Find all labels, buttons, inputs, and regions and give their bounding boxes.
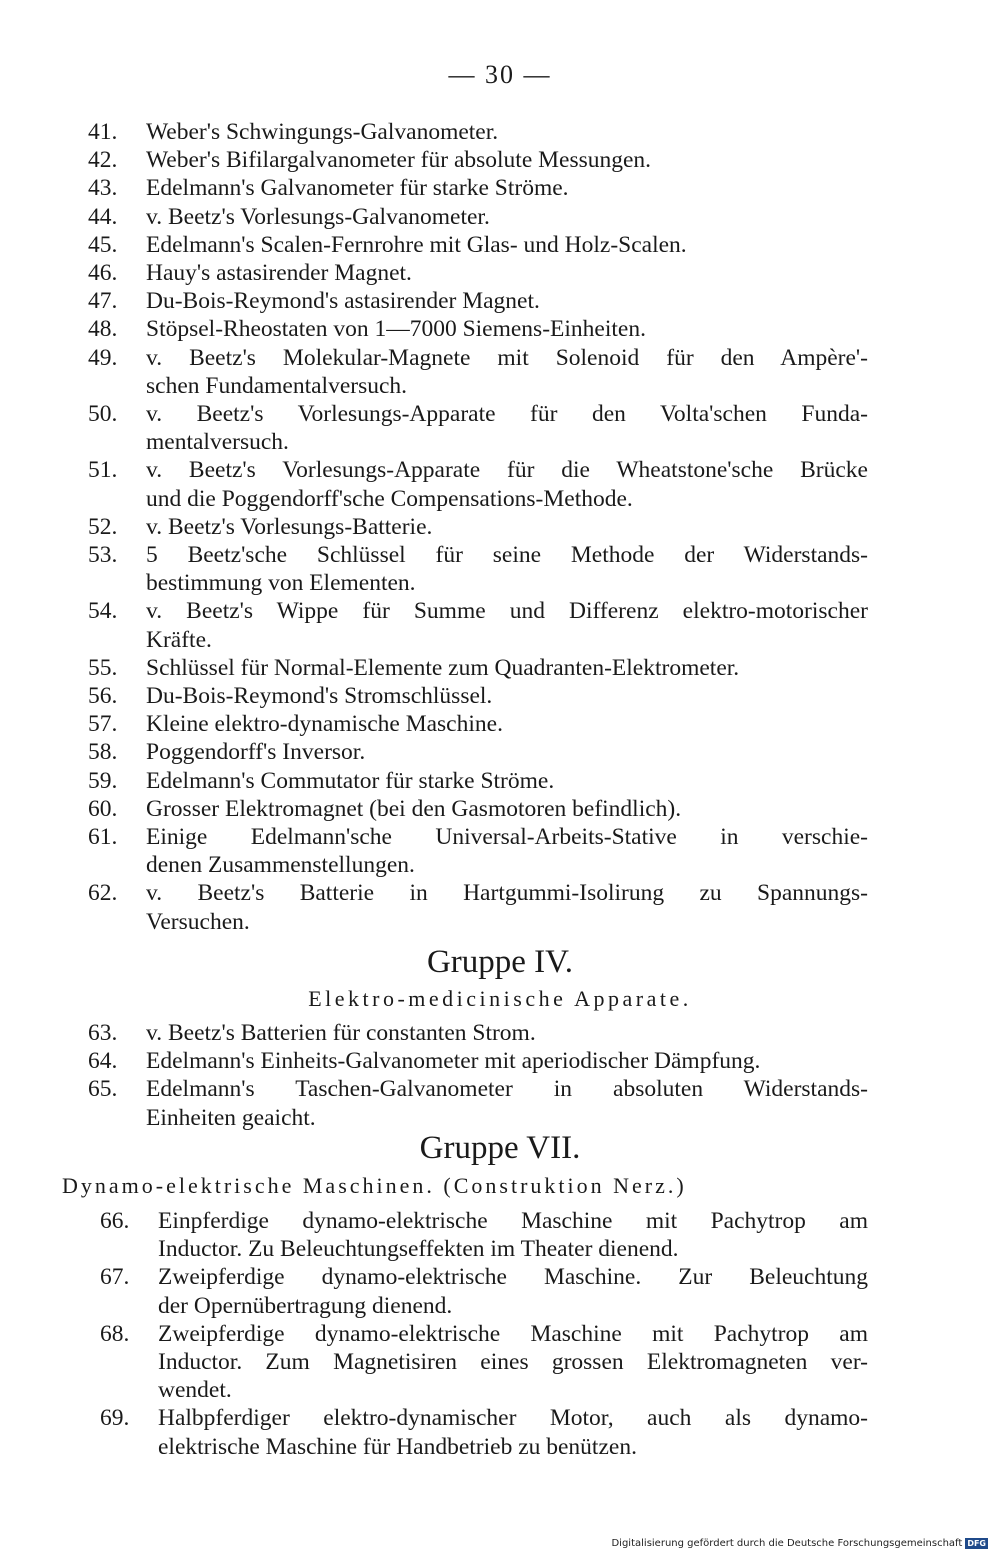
item-text: [146, 541, 868, 597]
item-text: [146, 344, 868, 400]
item-text-line: Einige Edelmann'sche Universal-Arbeits-Stative in verschie-: [146, 824, 868, 851]
list-item: [88, 879, 868, 935]
item-text-line: Weber's Bifilargalvanometer für absolute Messungen.: [146, 147, 652, 174]
item-number: 60.: [88, 795, 118, 822]
item-text-line: Hauy's astasirender Magnet.: [146, 260, 412, 287]
item-text: [146, 315, 868, 343]
item-text-line: denen Zusammenstellungen.: [146, 852, 415, 879]
item-text-line: Edelmann's Galvanometer für starke Ströme.: [146, 175, 569, 202]
item-text: [146, 118, 868, 146]
items-block-3: [100, 1207, 868, 1461]
item-text-line: Einpferdige dynamo-elektrische Maschine mit Pachytrop am: [158, 1208, 868, 1234]
item-text-line: v. Beetz's Molekular-Magnete mit Solenoid für den Ampère'-: [146, 344, 868, 371]
item-text: [146, 710, 868, 738]
item-number: 59.: [88, 767, 118, 794]
list-item: [88, 259, 868, 287]
item-text-line: Zweipferdige dynamo-elektrische Maschine. Zur Beleuchtung: [158, 1264, 868, 1291]
item-number: 51.: [88, 457, 118, 484]
item-text-line: Kleine elektro-dynamische Maschine.: [146, 711, 503, 738]
footer-text: Digitalisierung gefördert durch die Deutsche Forschungsgemeinschaft: [611, 1538, 963, 1549]
item-text: [146, 1019, 868, 1047]
item-text-line: Grosser Elektromagnet (bei den Gasmotoren befindlich).: [146, 795, 682, 822]
item-text-line: v. Beetz's Vorlesungs-Apparate für den Volta'schen Funda-: [146, 401, 868, 428]
item-number: 65.: [88, 1076, 118, 1103]
item-number: 49.: [88, 344, 118, 371]
item-text-line: v. Beetz's Batterie in Hartgummi-Isolirung zu Spannungs-: [146, 880, 868, 907]
list-item: [88, 344, 868, 400]
item-text-line: und die Poggendorff'sche Compensations-Methode.: [146, 485, 633, 512]
item-text-line: wendet.: [158, 1377, 232, 1404]
list-item: [88, 1047, 868, 1075]
group-title-iv: Gruppe IV.: [426, 944, 574, 980]
item-number: 52.: [88, 513, 118, 540]
item-text-line: Edelmann's Commutator für starke Ströme.: [146, 767, 555, 794]
item-text: [146, 879, 868, 935]
item-number: 58.: [88, 739, 118, 766]
item-text-line: schen Fundamentalversuch.: [146, 372, 408, 399]
item-number: 57.: [88, 711, 118, 738]
item-text-line: Edelmann's Scalen-Fernrohre mit Glas- und Holz-Scalen.: [146, 231, 687, 258]
item-number: 48.: [88, 316, 118, 343]
item-text-line: Edelmann's Einheits-Galvanometer mit aperiodischer Dämpfung.: [146, 1048, 761, 1075]
item-text-line: 5 Beetz'sche Schlüssel für seine Methode der Widerstands-: [146, 542, 868, 569]
item-text-line: v. Beetz's Vorlesungs-Apparate für die Wheatstone'sche Brücke: [146, 457, 868, 484]
list-item: [88, 118, 868, 146]
list-item: [88, 174, 868, 202]
item-text: [146, 1075, 868, 1131]
item-text-line: Halbpferdiger elektro-dynamischer Motor, auch als dynamo-: [158, 1405, 868, 1432]
dfg-logo: DFG: [967, 1539, 986, 1548]
item-number: 46.: [88, 260, 118, 287]
item-text: [146, 203, 868, 231]
item-text-line: Weber's Schwingungs-Galvanometer.: [146, 119, 499, 145]
item-text: [158, 1404, 868, 1460]
list-item: [88, 203, 868, 231]
list-item: [88, 541, 868, 597]
item-number: 44.: [88, 203, 118, 230]
group-subtitle-vii: Dynamo-elektrische Maschinen. (Construktion Nerz.): [62, 1173, 687, 1198]
list-item: [88, 400, 868, 456]
item-text: [146, 174, 868, 202]
list-item: [100, 1207, 868, 1263]
list-item: [88, 1075, 868, 1131]
list-item: [88, 710, 868, 738]
item-number: 55.: [88, 654, 118, 681]
item-number: 41.: [88, 119, 118, 145]
item-text: [146, 738, 868, 766]
group-subtitle-iv: Elektro-medicinische Apparate.: [308, 986, 692, 1011]
item-text-line: Einheiten geaicht.: [146, 1104, 316, 1131]
item-text: [146, 823, 868, 879]
item-text: [146, 795, 868, 823]
item-text-line: Poggendorff's Inversor.: [146, 739, 366, 766]
list-item: [88, 767, 868, 795]
group-title-vii: Gruppe VII.: [419, 1130, 581, 1166]
item-text: [146, 513, 868, 541]
list-item: [88, 597, 868, 653]
item-text-line: Zweipferdige dynamo-elektrische Maschine mit Pachytrop am: [158, 1320, 868, 1347]
item-text-line: v. Beetz's Wippe für Summe und Differenz elektro-motorischer: [146, 598, 868, 625]
list-item: [100, 1320, 868, 1405]
item-number: 54.: [88, 598, 118, 625]
list-item: [88, 1019, 868, 1047]
item-text-line: Kräfte.: [146, 626, 212, 653]
item-text-line: bestimmung von Elementen.: [146, 570, 416, 597]
list-item: [88, 682, 868, 710]
item-text-line: Schlüssel für Normal-Elemente zum Quadranten-Elektrometer.: [146, 654, 740, 681]
item-text-line: mentalversuch.: [146, 429, 289, 456]
items-block-1: [88, 118, 868, 936]
item-text: [146, 767, 868, 795]
item-text: [146, 1047, 868, 1075]
list-item: [88, 146, 868, 174]
item-text: [158, 1320, 868, 1405]
item-number: 45.: [88, 231, 118, 258]
item-text: [146, 456, 868, 512]
item-number: 50.: [88, 401, 118, 428]
item-number: 43.: [88, 175, 118, 202]
item-number: 61.: [88, 824, 118, 851]
list-item: [88, 738, 868, 766]
item-text-line: Edelmann's Taschen-Galvanometer in absoluten Widerstands-: [146, 1076, 868, 1103]
item-text-line: v. Beetz's Batterien für constanten Strom.: [146, 1020, 536, 1046]
list-item: [100, 1404, 868, 1460]
footer-credit: [611, 1538, 988, 1549]
list-item: [88, 513, 868, 541]
item-text: [146, 231, 868, 259]
item-text-line: Inductor. Zu Beleuchtungseffekten im Theater dienend.: [158, 1236, 679, 1263]
item-text: [146, 259, 868, 287]
list-item: [88, 795, 868, 823]
list-item: [88, 654, 868, 682]
page-number: — 30 —: [448, 60, 552, 89]
item-number: 69.: [100, 1405, 130, 1432]
item-text: [146, 146, 868, 174]
item-text-line: Stöpsel-Rheostaten von 1—7000 Siemens-Einheiten.: [146, 316, 646, 343]
list-item: [88, 315, 868, 343]
item-text-line: Versuchen.: [146, 908, 250, 935]
item-text: [146, 287, 868, 315]
item-text-line: der Opernübertragung dienend.: [158, 1292, 453, 1319]
item-number: 64.: [88, 1048, 118, 1075]
item-number: 56.: [88, 683, 118, 710]
item-number: 47.: [88, 288, 118, 315]
item-number: 42.: [88, 147, 118, 174]
items-block-2: [88, 1019, 868, 1132]
list-item: [88, 456, 868, 512]
item-text-line: v. Beetz's Vorlesungs-Galvanometer.: [146, 203, 490, 230]
item-text-line: elektrische Maschine für Handbetrieb zu benützen.: [158, 1433, 637, 1460]
item-text: [146, 682, 868, 710]
item-text: [158, 1207, 868, 1263]
list-item: [100, 1263, 868, 1319]
item-text: [146, 597, 868, 653]
item-number: 66.: [100, 1208, 130, 1234]
list-item: [88, 231, 868, 259]
list-item: [88, 287, 868, 315]
item-number: 68.: [100, 1320, 130, 1347]
item-number: 53.: [88, 542, 118, 569]
item-number: 63.: [88, 1020, 118, 1046]
item-text: [146, 654, 868, 682]
item-text-line: Du-Bois-Reymond's astasirender Magnet.: [146, 288, 540, 315]
item-text: [158, 1263, 868, 1319]
item-text: [146, 400, 868, 456]
item-number: 62.: [88, 880, 118, 907]
item-number: 67.: [100, 1264, 130, 1291]
item-text-line: v. Beetz's Vorlesungs-Batterie.: [146, 513, 433, 540]
item-text-line: Du-Bois-Reymond's Stromschlüssel.: [146, 683, 493, 710]
list-item: [88, 823, 868, 879]
item-text-line: Inductor. Zum Magnetisiren eines grossen Elektromagneten ver-: [158, 1349, 868, 1376]
